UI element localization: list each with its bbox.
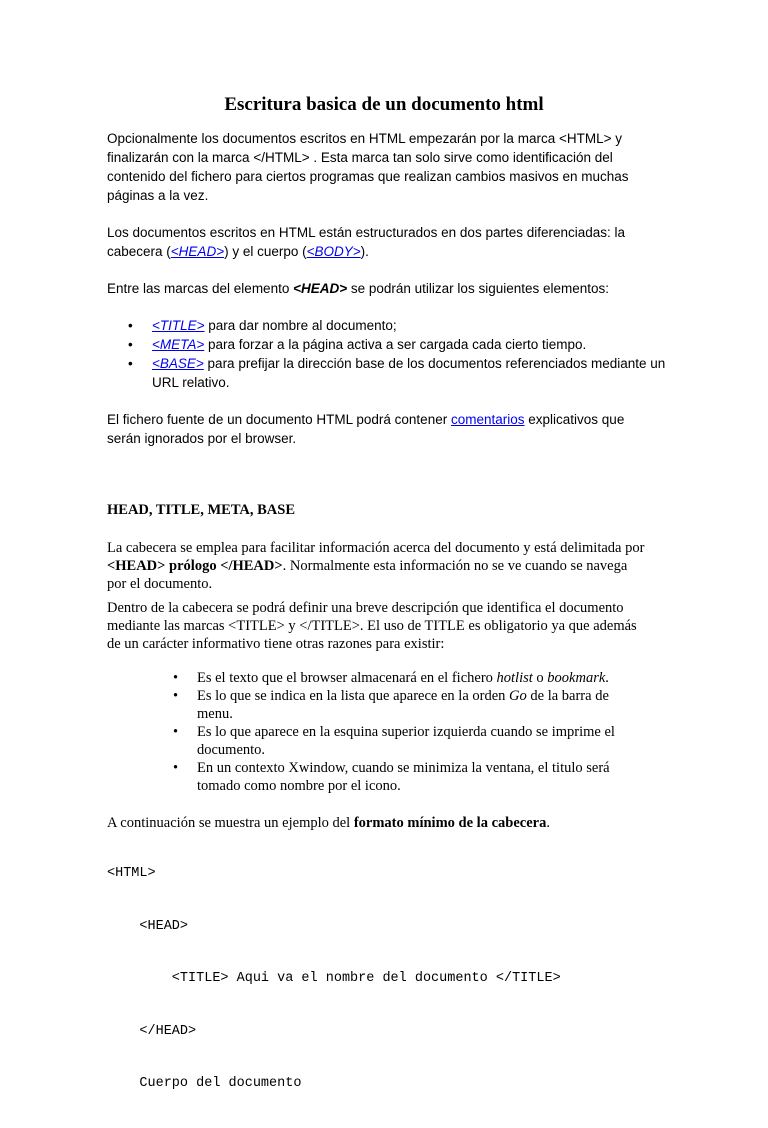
body-link[interactable]: <BODY> xyxy=(306,244,361,259)
code-example xyxy=(107,830,667,1128)
code-line: <TITLE> Aqui va el nombre del documento </TITLE> xyxy=(107,971,561,986)
title-reasons-list xyxy=(197,669,647,795)
cabecera-paragraph xyxy=(107,539,647,593)
title-description-paragraph: Dentro de la cabecera se podrá definir una breve descripción que identifica el documento mediante las marcas <TITLE> y </TITLE>. El uso de TITLE es obligatorio ya que además de un carácter informativo tiene otras razones para existir: xyxy=(107,600,637,652)
hotlist-italic: hotlist xyxy=(496,670,533,686)
head-elements-list xyxy=(152,316,672,392)
elements-intro-paragraph xyxy=(107,279,667,298)
bookmark-italic: bookmark xyxy=(547,670,606,686)
list-item xyxy=(152,354,672,392)
intro-paragraph: Opcionalmente los documentos escritos en HTML empezarán por la marca <HTML> y finalizarán con la marca </HTML> . Esta marca tan solo sirve como identificación del contenido del fichero para ciertos programas que realizan cambios masivos en muchas páginas a la vez. xyxy=(107,131,629,203)
text: . Normalmente esta información no se ve cuando se navega por el documento. xyxy=(107,558,628,592)
text: El fichero fuente de un documento HTML podrá contener xyxy=(107,412,451,427)
text: Es el texto que el browser almacenará en el fichero xyxy=(197,670,497,686)
document-title: Escritura basica de un documento html xyxy=(224,94,544,115)
text: . xyxy=(605,670,609,686)
text: o xyxy=(532,670,548,686)
list-item xyxy=(197,687,647,723)
title-link[interactable]: <TITLE> xyxy=(152,318,205,333)
prologo-bold: <HEAD> prólogo </HEAD> xyxy=(107,558,283,574)
comments-paragraph xyxy=(107,410,647,448)
head-element-bold: <HEAD> xyxy=(293,281,348,296)
list-item xyxy=(152,335,672,354)
list-item: • Es lo que aparece en la esquina superior izquierda cuando se imprime el documento. xyxy=(197,723,647,759)
text: explicativos que serán ignorados por el browser. xyxy=(107,412,625,446)
code-line: <HTML> xyxy=(107,866,156,881)
structure-paragraph xyxy=(107,223,667,261)
code-line: </HEAD> xyxy=(107,1023,197,1039)
text: Es lo que se indica en la lista que aparece en la orden xyxy=(197,688,510,704)
list-item xyxy=(152,316,672,335)
list-item-text: para dar nombre al documento; xyxy=(204,318,397,333)
list-item: • En un contexto Xwindow, cuando se minimiza la ventana, el titulo será tomado como nombre por el icono. xyxy=(197,759,647,795)
head-link[interactable]: <HEAD> xyxy=(170,244,225,259)
text: ) y el cuerpo ( xyxy=(224,244,307,259)
list-item-text: para forzar a la página activa a ser cargada cada cierto tiempo. xyxy=(204,337,587,352)
list-item xyxy=(197,669,647,687)
text: ). xyxy=(360,244,369,259)
text: de la barra de menu. xyxy=(197,688,609,722)
text: Entre las marcas del elemento xyxy=(107,281,294,296)
comentarios-link[interactable]: comentarios xyxy=(450,412,525,427)
meta-link[interactable]: <META> xyxy=(152,337,205,352)
code-line: Cuerpo del documento xyxy=(107,1076,302,1091)
text: La cabecera se emplea para facilitar información acerca del documento y está delimitada por xyxy=(107,540,645,556)
text: . xyxy=(546,815,550,831)
text: se podrán utilizar los siguientes elementos: xyxy=(347,281,610,296)
section-heading: HEAD, TITLE, META, BASE xyxy=(107,502,296,518)
base-link[interactable]: <BASE> xyxy=(152,356,204,371)
text: A continuación se muestra un ejemplo del xyxy=(107,815,354,831)
formato-bold: formato mínimo de la cabecera xyxy=(353,815,547,831)
go-italic: Go xyxy=(509,688,527,704)
list-item-text: para prefijar la dirección base de los documentos referenciados mediante un URL relativo. xyxy=(152,356,666,390)
text: Los documentos escritos en HTML están estructurados en dos partes diferenciadas: la cabecera ( xyxy=(107,225,626,259)
code-line: <HEAD> xyxy=(107,918,189,934)
